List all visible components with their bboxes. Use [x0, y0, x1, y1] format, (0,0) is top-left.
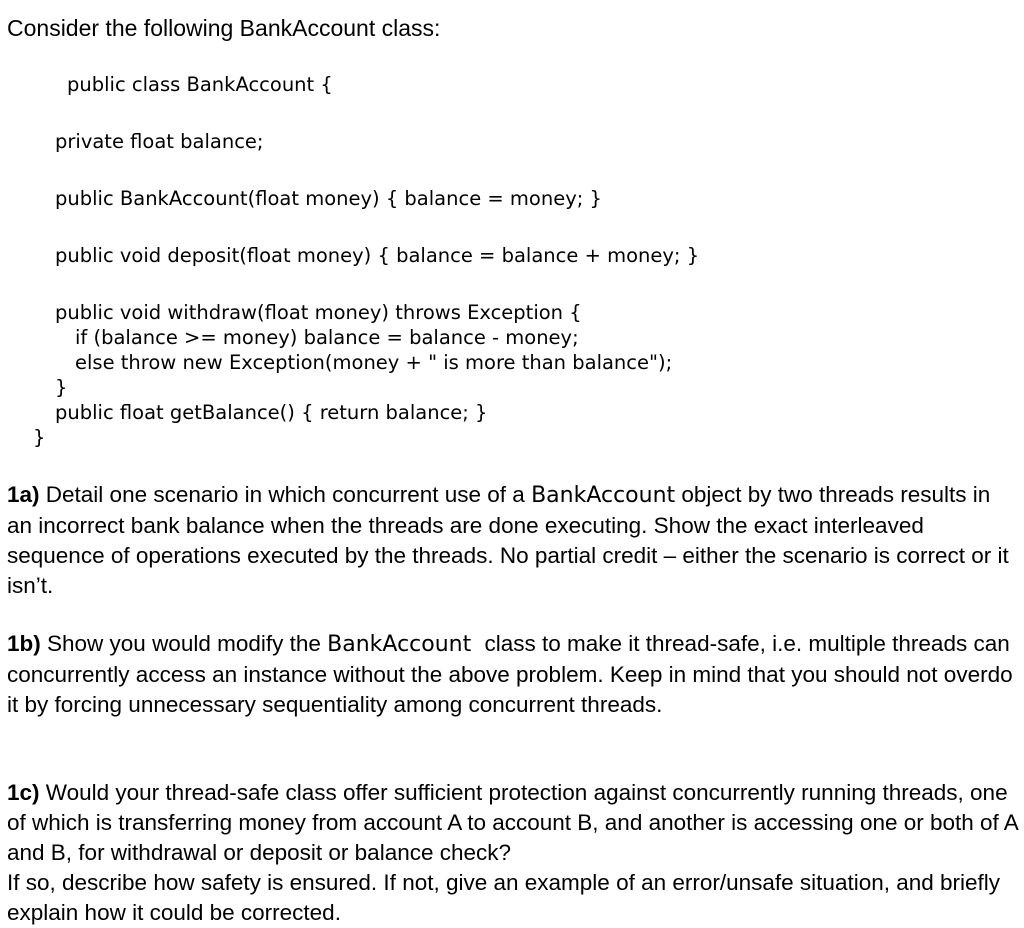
code-getbalance: public float getBalance() { return balance; } — [55, 401, 488, 424]
code-withdraw-signature: public void withdraw(float money) throws Exception { — [55, 301, 582, 324]
code-constructor: public BankAccount(float money) { balance = money; } — [55, 187, 602, 210]
question-1c — [7, 778, 1019, 928]
question-1a-text-after: object by two threads results in an incorrect bank balance when the threads are done executing. Show the exact interleaved sequence of operations executed by the threads. No partial credit – either the scenario is correct or it isn’t. — [7, 482, 1009, 598]
code-withdraw-close: } — [55, 376, 68, 399]
question-1a-text-before: Detail one scenario in which concurrent use of a — [39, 482, 532, 507]
question-1a-code: BankAccount — [531, 483, 676, 508]
intro-text: Consider the following BankAccount class: — [7, 15, 441, 41]
question-1a-label: 1a) — [7, 482, 40, 507]
question-1b — [7, 629, 1019, 720]
code-withdraw-if: if (balance >= money) balance = balance - money; — [75, 326, 579, 349]
question-1b-label: 1b) — [7, 631, 41, 656]
code-class-open: public class BankAccount { — [67, 73, 333, 96]
code-deposit: public void deposit(float money) { balance = balance + money; } — [55, 244, 700, 267]
question-1c-label: 1c) — [7, 780, 40, 805]
question-1b-code: BankAccount — [327, 632, 479, 657]
code-withdraw-else: else throw new Exception(money + " is more than balance"); — [75, 351, 673, 374]
question-1c-text-2: If so, describe how safety is ensured. If not, give an example of an error/unsafe situation, and briefly explain how it could be corrected. — [7, 870, 1001, 925]
question-1b-text-before: Show you would modify the — [40, 631, 328, 656]
code-class-close: } — [33, 426, 46, 449]
question-1b-text-after: class to make it thread-safe, i.e. multiple threads can concurrently access an instance without the above problem. Keep in mind that you should not overdo it by forcing unnecessary sequentiality among concurrent threads. — [7, 631, 1013, 717]
question-1c-text: Would your thread-safe class offer sufficient protection against concurrently running threads, one of which is transferring money from account A to account B, and another is accessing one or both of A and B, for withdrawal or deposit or balance check? — [7, 780, 1018, 865]
question-1a — [7, 480, 1019, 601]
code-field: private float balance; — [55, 130, 264, 153]
